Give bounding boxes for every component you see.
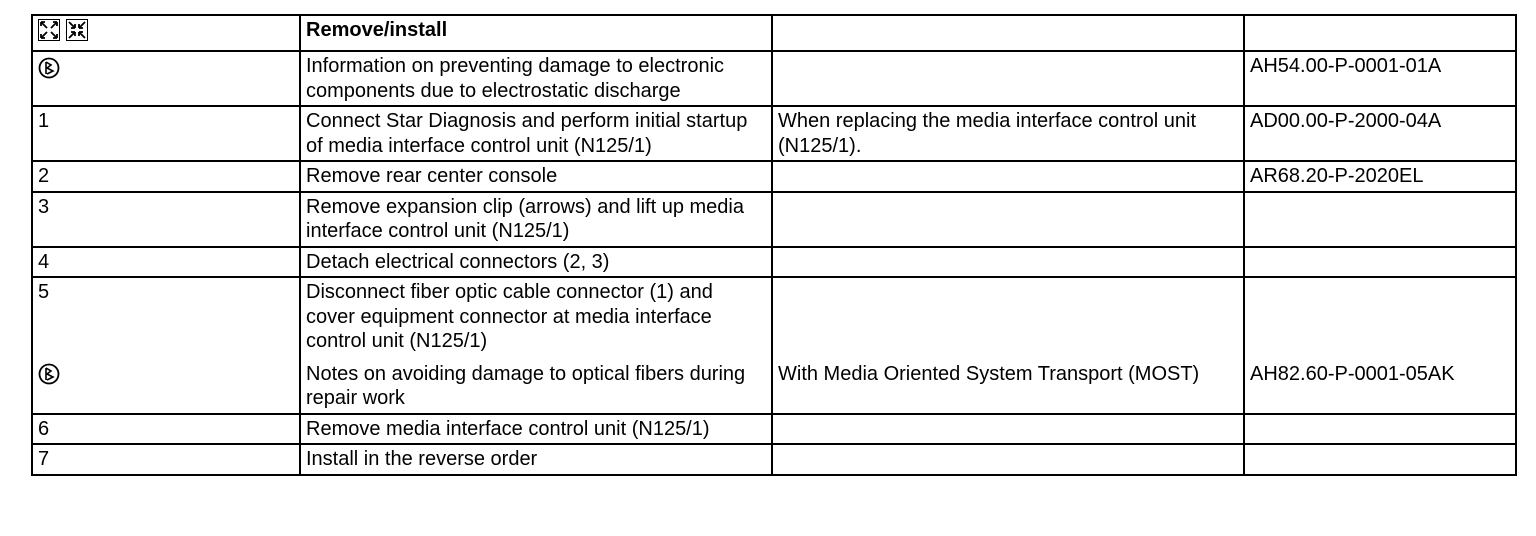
action-cell: Connect Star Diagnosis and perform initial startup of media interface control unit (N125/1)	[300, 106, 772, 161]
reference-cell	[1244, 444, 1516, 475]
reference-cell	[1244, 414, 1516, 445]
expand-arrows-icon[interactable]	[38, 19, 60, 41]
table-row	[32, 106, 1516, 161]
header-note-cell	[772, 15, 1244, 51]
reference-link[interactable]: AH82.60-P-0001-05AK	[1250, 362, 1455, 385]
procedure-table	[31, 14, 1517, 476]
table-row	[32, 51, 1516, 106]
step-cell	[32, 51, 300, 106]
note-cell	[772, 444, 1244, 475]
table-row	[32, 277, 1516, 414]
note-cell	[772, 247, 1244, 278]
action-cell: Remove expansion clip (arrows) and lift up media interface control unit (N125/1)	[300, 192, 772, 247]
note-cell	[772, 51, 1244, 106]
step-number: 4	[32, 247, 300, 278]
note-cell: When replacing the media interface control unit (N125/1).	[772, 106, 1244, 161]
action-cell: Install in the reverse order	[300, 444, 772, 475]
step-number: 1	[32, 106, 300, 161]
table-row	[32, 414, 1516, 445]
step-number: 5	[38, 281, 50, 303]
esd-warning-icon	[38, 363, 60, 385]
sub-action-text: Notes on avoiding damage to optical fibers during repair work	[306, 362, 746, 409]
action-cell: Remove media interface control unit (N125/1)	[300, 414, 772, 445]
table-row	[32, 192, 1516, 247]
reference-cell	[1244, 192, 1516, 247]
header-ref-cell	[1244, 15, 1516, 51]
table-row	[32, 247, 1516, 278]
table-row	[32, 444, 1516, 475]
action-cell: Detach electrical connectors (2, 3)	[300, 247, 772, 278]
step-cell	[32, 277, 300, 414]
reference-link[interactable]: AH54.00-P-0001-01A	[1244, 51, 1516, 106]
note-cell	[772, 161, 1244, 192]
action-cell: Remove rear center console	[300, 161, 772, 192]
step-number: 2	[32, 161, 300, 192]
table-row	[32, 161, 1516, 192]
reference-cell	[1244, 277, 1516, 414]
step-number: 7	[32, 444, 300, 475]
header-title: Remove/install	[300, 15, 772, 51]
collapse-arrows-icon[interactable]	[66, 19, 88, 41]
reference-link[interactable]: AD00.00-P-2000-04A	[1244, 106, 1516, 161]
reference-link[interactable]: AR68.20-P-2020EL	[1244, 161, 1516, 192]
sub-note-text: With Media Oriented System Transport (MOST)	[778, 362, 1200, 385]
action-cell	[300, 277, 772, 414]
note-cell	[772, 277, 1244, 414]
action-text: Disconnect fiber optic cable connector (1) and cover equipment connector at media interface control unit (N125/1)	[306, 281, 713, 352]
note-cell	[772, 414, 1244, 445]
header-icons-cell	[32, 15, 300, 51]
step-number: 3	[32, 192, 300, 247]
step-number: 6	[32, 414, 300, 445]
action-cell: Information on preventing damage to electronic components due to electrostatic discharge	[300, 51, 772, 106]
reference-cell	[1244, 247, 1516, 278]
note-cell	[772, 192, 1244, 247]
esd-warning-icon	[38, 57, 60, 79]
header-row	[32, 15, 1516, 51]
